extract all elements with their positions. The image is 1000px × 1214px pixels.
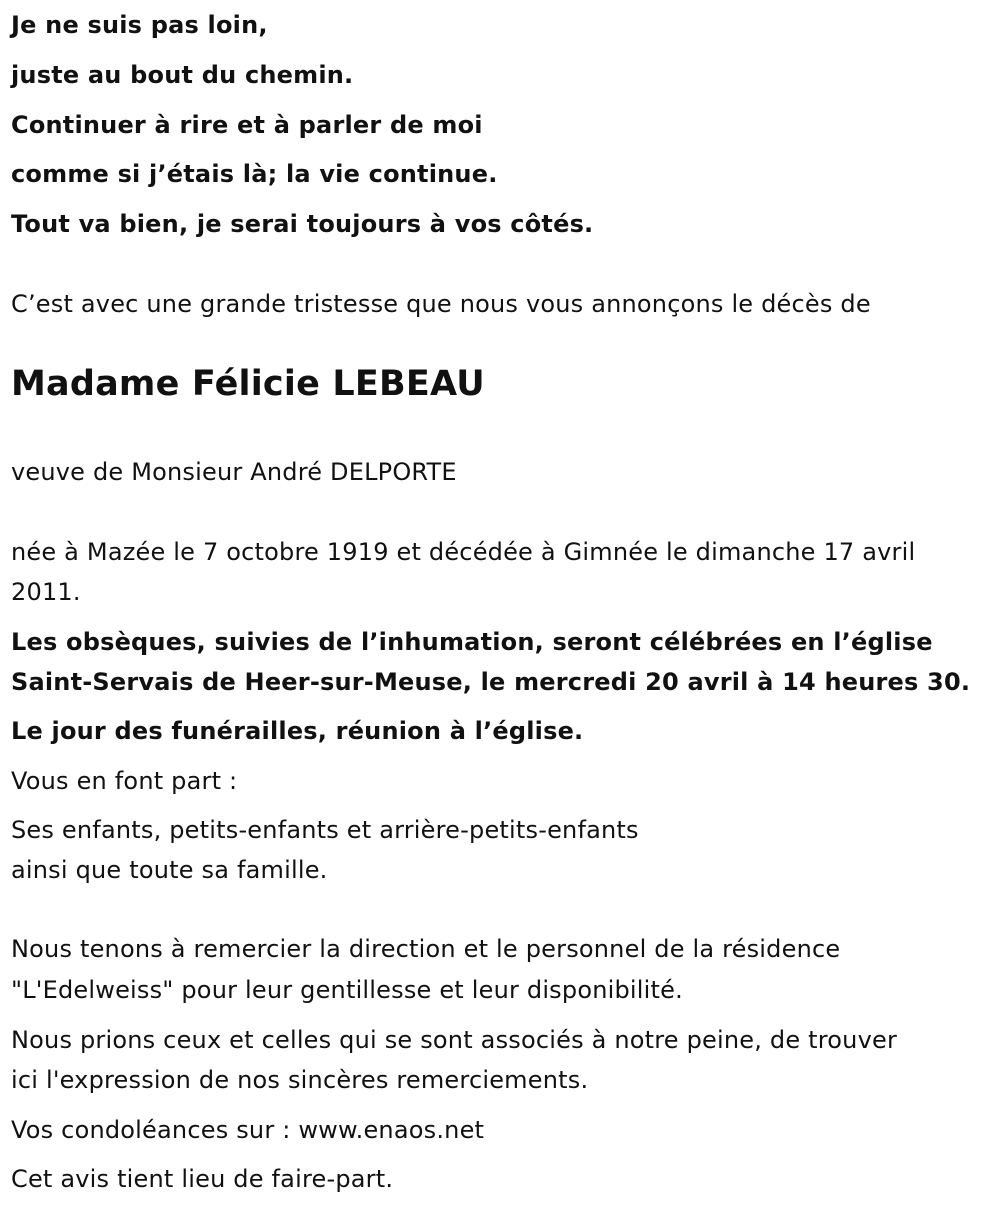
gratitude-line: ici l'expression de nos sincères remerciements. — [11, 1066, 589, 1094]
gratitude-line: Nous prions ceux et celles qui se sont associés à notre peine, de trouver — [11, 1026, 898, 1054]
notice-text: Cet avis tient lieu de faire-part. — [11, 1165, 394, 1193]
deceased-name: Madame Félicie LEBEAU — [11, 364, 485, 404]
poem-line: juste au bout du chemin. — [11, 61, 354, 89]
thanks-line: Nous tenons à remercier la direction et le personnel de la résidence — [11, 935, 841, 963]
family-line: ainsi que toute sa famille. — [11, 856, 328, 884]
meeting-info: Le jour des funérailles, réunion à l’église. — [11, 717, 584, 745]
poem-line: Je ne suis pas loin, — [11, 11, 268, 39]
birth-death-line: 2011. — [11, 578, 81, 606]
family-line: Ses enfants, petits-enfants et arrière-petits-enfants — [11, 816, 639, 844]
poem-line: comme si j’étais là; la vie continue. — [11, 160, 498, 188]
thanks-line: "L'Edelweiss" pour leur gentillesse et leur disponibilité. — [11, 976, 683, 1004]
poem-line: Tout va bien, je serai toujours à vos côtés. — [11, 210, 594, 238]
birth-death-line: née à Mazée le 7 octobre 1919 et décédée à Gimnée le dimanche 17 avril — [11, 538, 916, 566]
condolences-info: Vos condoléances sur : www.enaos.net — [11, 1116, 485, 1144]
funeral-line: Saint-Servais de Heer-sur-Meuse, le mercredi 20 avril à 14 heures 30. — [11, 668, 971, 696]
poem-line: Continuer à rire et à parler de moi — [11, 111, 483, 139]
funeral-line: Les obsèques, suivies de l’inhumation, seront célébrées en l’église — [11, 628, 933, 656]
widow-of: veuve de Monsieur André DELPORTE — [11, 458, 457, 486]
announcement-intro: C’est avec une grande tristesse que nous vous annonçons le décès de — [11, 290, 871, 318]
announcers-label: Vous en font part : — [11, 767, 238, 795]
